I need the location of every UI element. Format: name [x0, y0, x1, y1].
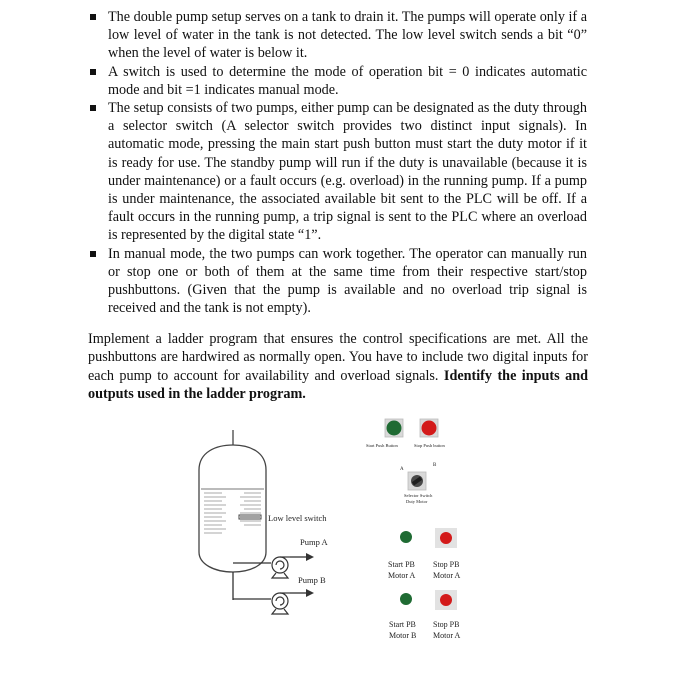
- start-pb-motor-b-sublabel: Motor B: [389, 631, 417, 640]
- selector-b-label: B: [433, 463, 437, 468]
- pump-a-label: Pump A: [300, 537, 328, 547]
- pump-a-icon: [272, 557, 290, 578]
- start-pb-motor-a[interactable]: [400, 531, 412, 543]
- stop-pb-motor-b[interactable]: [435, 590, 457, 610]
- stop-pb-motor-a[interactable]: [435, 528, 457, 548]
- start-pb-motor-b[interactable]: [400, 593, 412, 605]
- start-pb-motor-a-sublabel: Motor A: [388, 571, 416, 580]
- selector-switch-label: Selector Switch: [404, 493, 433, 498]
- pump-b-icon: [272, 593, 290, 614]
- green-button-icon: [387, 421, 402, 436]
- red-button-icon: [422, 421, 437, 436]
- selector-a-label: A: [400, 467, 404, 472]
- bullet-text: A switch is used to determine the mode of operation bit = 0 indicates automatic mode and bit =1 indicates manual mode.: [108, 63, 587, 98]
- start-pb-motor-a-label: Start PB: [388, 560, 415, 569]
- stop-pb-motor-b-label: Stop PB: [433, 620, 460, 629]
- piping: [233, 557, 306, 600]
- flow-arrow-icon: [306, 589, 314, 597]
- bullet-text: The setup consists of two pumps, either pump can be designated as the duty through a selector switch (A selector switch provides two distinct input signals). In automatic mode, pressing the main start push button must start the duty motor if it is ready for use. The standby pump will run if the duty is unavailable (because it is under maintenance) or a fault occurs (e.g. overload) in the running pump. If a pump is under maintenance, the associated available bit sent to the PLC will be off. If a fault occurs in the running pump, a trip signal is sent to the PLC where an overload is represented by the digital state “1”.: [108, 100, 587, 244]
- task-bold-text: Identify the inputs and outputs used in the ladder program.: [88, 367, 588, 403]
- start-push-button-label: Start Push Button: [366, 443, 398, 448]
- duty-motor-label: Duty Motor: [406, 499, 428, 504]
- green-button-icon: [400, 593, 412, 605]
- red-button-icon: [440, 532, 452, 544]
- bullet-text: In manual mode, the two pumps can work together. The operator can manually run or stop one or both of them at the same time from their respective start/stop pushbuttons. (Given that the pump is available and no overload trip signal is received and the tank is not empty).: [108, 245, 587, 317]
- low-level-switch-icon: [239, 515, 261, 519]
- stop-pb-motor-a-sublabel: Motor A: [433, 571, 461, 580]
- low-level-switch-label: Low level switch: [268, 513, 327, 523]
- tank: [199, 430, 266, 572]
- red-button-icon: [440, 594, 452, 606]
- bullet-text: The double pump setup serves on a tank to drain it. The pumps will operate only if a low level of water in the tank is not detected. The low level switch sends a bit “0” when the level of water is below it.: [108, 9, 587, 62]
- duty-selector-switch[interactable]: [408, 472, 426, 490]
- stop-pb-motor-a-label: Stop PB: [433, 560, 460, 569]
- green-button-icon: [400, 531, 412, 543]
- stop-push-button-label: Stop Push button: [414, 443, 445, 448]
- stop-pb-motor-b-sublabel: Motor A: [433, 631, 461, 640]
- flow-arrow-icon: [306, 553, 314, 561]
- main-start-push-button[interactable]: [385, 419, 403, 437]
- pump-b-label: Pump B: [298, 575, 326, 585]
- main-stop-push-button[interactable]: [420, 419, 438, 437]
- task-text: Implement a ladder program that ensures the control specifications are met. All the pushbuttons are hardwired as normally open. You have to include two digital inputs for each pump to account for availability and overload signals.: [88, 331, 588, 384]
- start-pb-motor-b-label: Start PB: [389, 620, 416, 629]
